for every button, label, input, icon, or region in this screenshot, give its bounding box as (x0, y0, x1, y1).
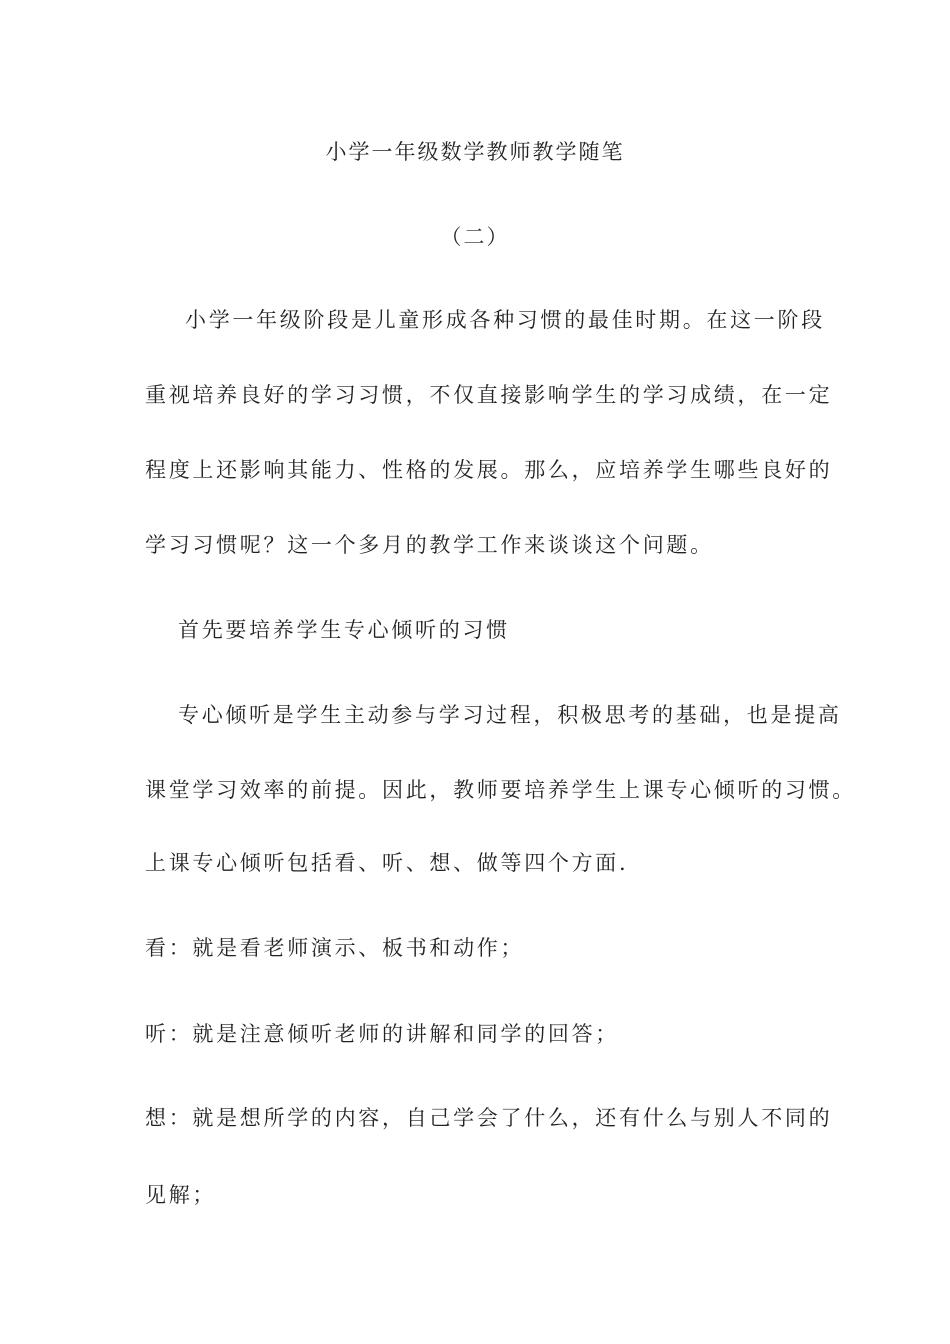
paragraph-line: 小学一年级阶段是儿童形成各种习惯的最佳时期。在这一阶段 (185, 308, 825, 332)
paragraph-line: 课堂学习效率的前提。因此，教师要培养学生上课专心倾听的习惯。 (145, 778, 856, 802)
list-item: 听：就是注意倾听老师的讲解和同学的回答； (145, 1022, 619, 1046)
document-subtitle: （二） (440, 225, 510, 249)
paragraph-line: 专心倾听是学生主动参与学习过程，积极思考的基础，也是提高 (178, 703, 842, 727)
list-item: 看：就是看老师演示、板书和动作； (145, 936, 525, 960)
paragraph-line: 程度上还影响其能力、性格的发展。那么，应培养学生哪些良好的 (145, 458, 833, 482)
list-item: 想：就是想所学的内容，自己学会了什么，还有什么与别人不同的 (145, 1106, 833, 1130)
section-heading: 首先要培养学生专心倾听的习惯 (178, 618, 510, 642)
paragraph-line: 上课专心倾听包括看、听、想、做等四个方面. (145, 851, 629, 875)
paragraph-line: 学习习惯呢？这一个多月的教学工作来谈谈这个问题。 (145, 533, 714, 557)
paragraph-line: 见解； (145, 1183, 217, 1207)
document-title: 小学一年级数学教师教学随笔 (325, 140, 625, 164)
paragraph-line: 重视培养良好的学习习惯，不仅直接影响学生的学习成绩，在一定 (145, 383, 833, 407)
